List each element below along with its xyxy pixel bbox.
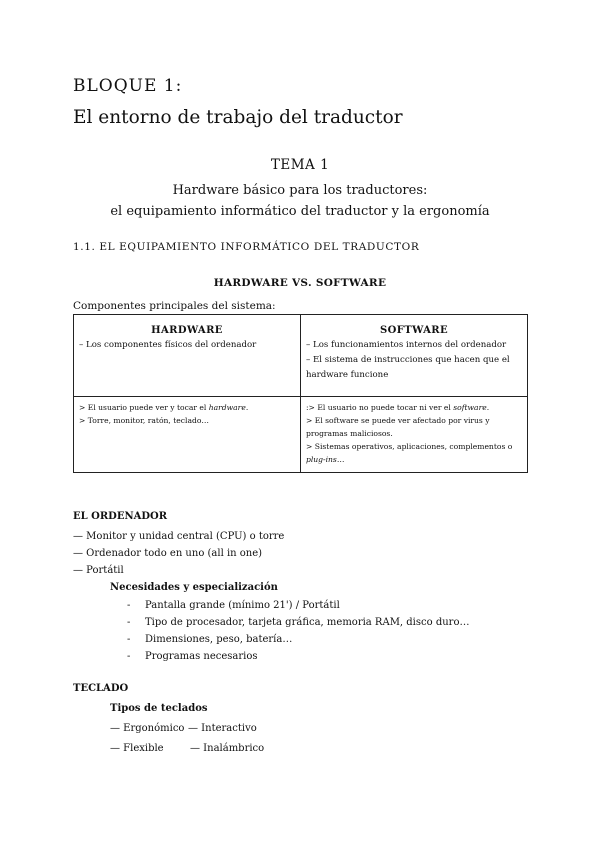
- keyboard-types-heading: Tipos de teclados: [110, 703, 208, 714]
- fact-text: > Sistemas operativos, aplicaciones, complementos o: [306, 442, 513, 451]
- bullet-dash: -: [127, 617, 131, 628]
- software-fact: [306, 401, 522, 414]
- topic-label: TEMA 1: [270, 157, 330, 173]
- software-fact: [306, 427, 522, 440]
- list-item: — Portátil: [73, 565, 124, 576]
- topic-subtitle-line-2: el equipamiento informático del traductor y la ergonomía: [110, 204, 490, 219]
- topic-subtitle-line-1: Hardware básico para los traductores:: [172, 183, 428, 198]
- hardware-facts-cell: [74, 397, 301, 473]
- hardware-definition-cell: [74, 315, 301, 397]
- hardware-software-table: [73, 314, 528, 473]
- software-fact: [306, 440, 522, 453]
- keyboard-type-item: — Inalámbrico: [190, 743, 265, 754]
- hardware-header: HARDWARE: [151, 325, 223, 336]
- table-row: [74, 315, 528, 397]
- needs-item: Tipo de procesador, tarjeta gráfica, memoria RAM, disco duro…: [145, 617, 470, 628]
- fact-text: .: [245, 403, 249, 412]
- keyboard-type-item: — Flexible: [110, 743, 164, 754]
- fact-emphasis: plug-ins: [306, 455, 337, 464]
- section-heading: 1.1. EL EQUIPAMIENTO INFORMÁTICO DEL TRADUCTOR: [73, 241, 420, 253]
- needs-heading: Necesidades y especialización: [110, 582, 278, 593]
- components-label: Componentes principales del sistema:: [73, 300, 276, 312]
- hardware-vs-software-title: HARDWARE VS. SOFTWARE: [213, 277, 387, 289]
- software-header: SOFTWARE: [380, 325, 448, 336]
- fact-text: programas maliciosos.: [306, 429, 393, 438]
- hardware-definition: – Los componentes físicos del ordenador: [79, 340, 257, 350]
- software-fact: [306, 414, 522, 427]
- fact-text: > El usuario puede ver y tocar el: [79, 403, 209, 412]
- hardware-fact: [79, 414, 295, 427]
- fact-text: > Torre, monitor, ratón, teclado…: [79, 416, 210, 425]
- bullet-dash: -: [127, 651, 131, 662]
- block-label: BLOQUE 1:: [73, 76, 183, 96]
- needs-item: Programas necesarios: [145, 651, 258, 662]
- fact-emphasis: hardware: [208, 403, 246, 412]
- keyboard-type-item: — Interactivo: [188, 723, 257, 734]
- block-title: El entorno de trabajo del traductor: [73, 107, 403, 128]
- software-fact: [306, 453, 522, 466]
- fact-text: :> El usuario no puede tocar ni ver el: [306, 403, 454, 412]
- list-item: — Ordenador todo en uno (all in one): [73, 548, 263, 559]
- bullet-dash: -: [127, 600, 131, 611]
- table-row: [74, 397, 528, 473]
- hardware-fact: [79, 401, 295, 414]
- fact-text: .: [486, 403, 490, 412]
- fact-emphasis: software: [453, 403, 487, 412]
- fact-text: …: [336, 455, 345, 464]
- software-definition-cell: [301, 315, 528, 397]
- software-definition-line: hardware funcione: [306, 370, 389, 380]
- list-item: — Monitor y unidad central (CPU) o torre: [73, 531, 285, 542]
- needs-item: Pantalla grande (mínimo 21') / Portátil: [145, 600, 340, 611]
- keyboard-heading: TECLADO: [73, 683, 129, 694]
- needs-item: Dimensiones, peso, batería…: [145, 634, 293, 645]
- keyboard-type-item: — Ergonómico: [110, 723, 185, 734]
- software-definition-line: – Los funcionamientos internos del ordenador: [306, 340, 507, 350]
- bullet-dash: -: [127, 634, 131, 645]
- computer-heading: EL ORDENADOR: [73, 511, 168, 522]
- software-facts-cell: [301, 397, 528, 473]
- fact-text: > El software se puede ver afectado por virus y: [306, 416, 490, 425]
- software-definition-line: – El sistema de instrucciones que hacen que el: [306, 355, 510, 365]
